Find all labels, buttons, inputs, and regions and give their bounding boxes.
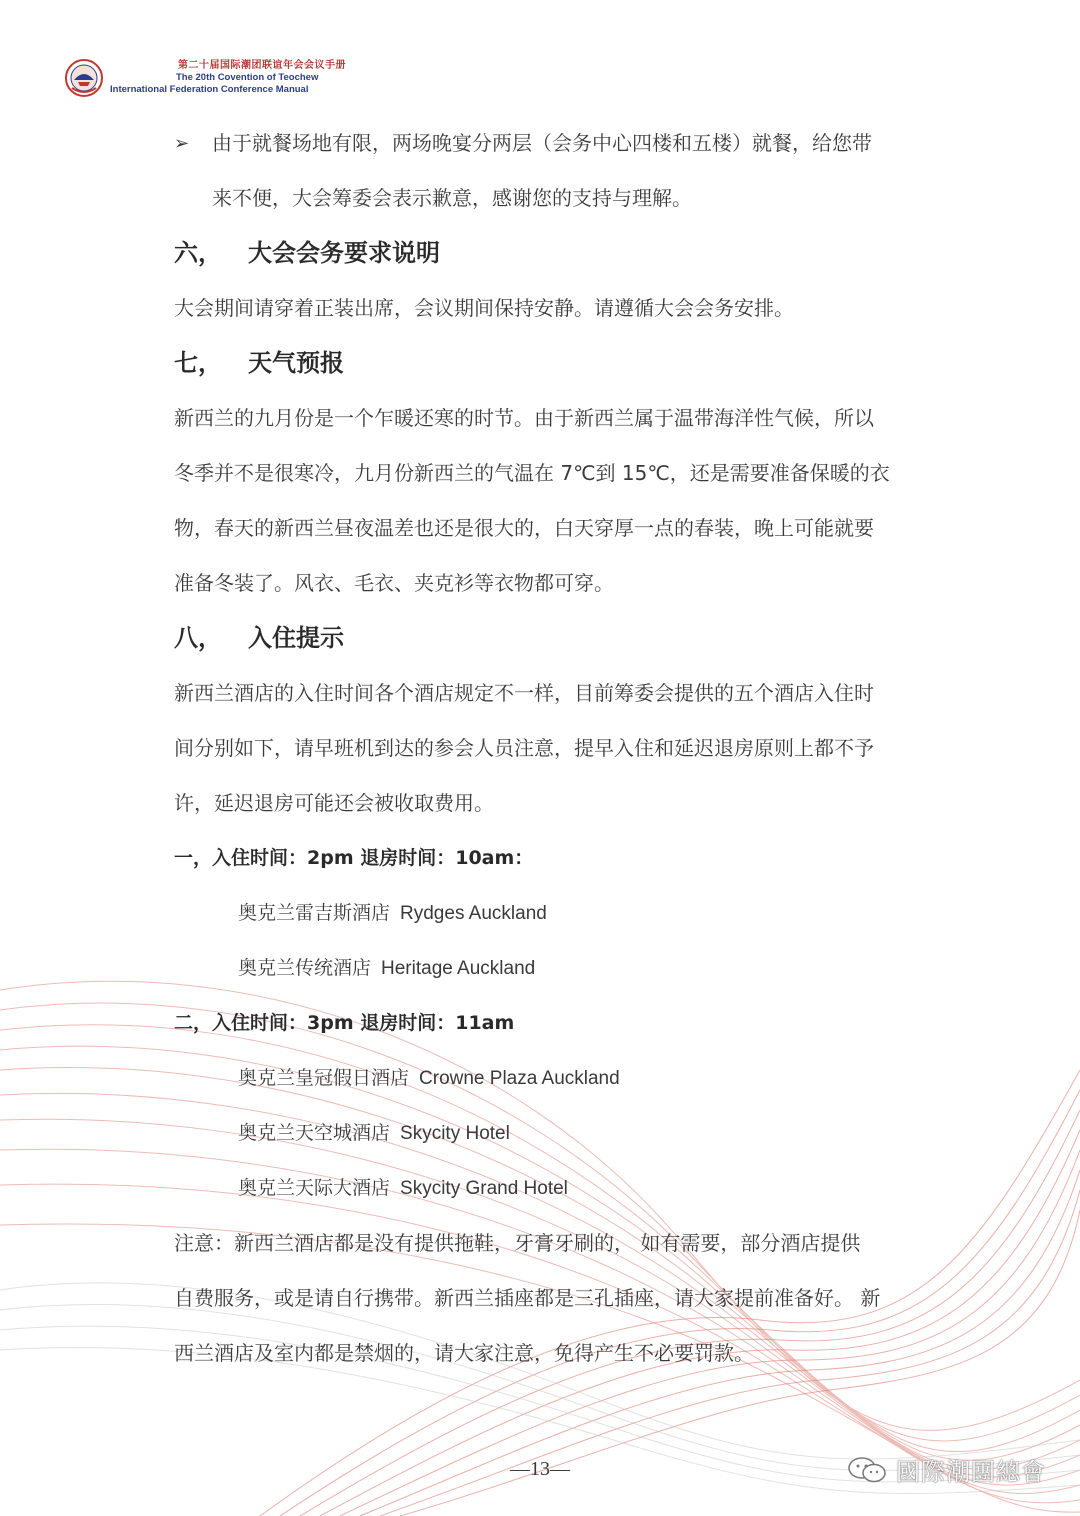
bullet-text-line-2: 来不便，大会筹委会表示歉意，感谢您的支持与理解。	[212, 186, 692, 210]
hotel-item	[174, 941, 914, 996]
arrow-bullet-icon: ➢	[174, 133, 190, 154]
paragraph-line: 准备冬装了。风衣、毛衣、夹克衫等衣物都可穿。	[174, 571, 614, 595]
hotel-name-en: Heritage Auckland	[381, 958, 536, 979]
main-content	[174, 116, 914, 1381]
paragraph-line: 新西兰酒店的入住时间各个酒店规定不一样，目前筹委会提供的五个酒店入住时	[174, 681, 874, 705]
hotel-item	[174, 1051, 914, 1106]
hotel-name-cn: 奥克兰皇冠假日酒店	[238, 1067, 410, 1089]
hotel-name-en: Crowne Plaza Auckland	[419, 1068, 620, 1089]
wechat-watermark	[846, 1452, 1046, 1487]
section-number: 七，	[174, 349, 222, 377]
section-heading-8	[174, 611, 914, 666]
watermark-text: 國際潮團總會	[896, 1458, 1046, 1486]
section-title: 天气预报	[248, 349, 344, 377]
section-heading-6	[174, 226, 914, 281]
hotel-name-cn: 奥克兰天际大酒店	[238, 1177, 391, 1199]
section-title: 大会会务要求说明	[248, 239, 440, 267]
hotel-item	[174, 1161, 914, 1216]
header-titles	[110, 60, 346, 96]
section-title: 入住提示	[248, 624, 344, 652]
note-line: 注意：新西兰酒店都是没有提供拖鞋，牙膏牙刷的， 如有需要，部分酒店提供	[174, 1231, 861, 1255]
conference-logo-icon	[64, 58, 104, 98]
bullet-item	[174, 116, 914, 171]
page-number: —13—	[510, 1458, 570, 1480]
section-number: 六，	[174, 239, 222, 267]
hotel-name-cn: 奥克兰传统酒店	[238, 957, 372, 979]
header-title-en-2: International Federation Conference Manual	[110, 84, 309, 95]
paragraph-line: 许，延迟退房可能还会被收取费用。	[174, 791, 494, 815]
header-title-en-1: The 20th Covention of Teochew	[176, 72, 319, 83]
checkin-group-2-title: 二，入住时间：3pm 退房时间：11am	[174, 1012, 515, 1034]
paragraph-line: 新西兰的九月份是一个乍暖还寒的时节。由于新西兰属于温带海洋性气候，所以	[174, 406, 874, 430]
bullet-text-line-1: 由于就餐场地有限，两场晚宴分两层（会务中心四楼和五楼）就餐，给您带	[212, 131, 872, 155]
hotel-item	[174, 1106, 914, 1161]
paragraph-line: 冬季并不是很寒冷，九月份新西兰的气温在 7℃到 15℃，还是需要准备保暖的衣	[174, 461, 890, 485]
hotel-name-en: Rydges Auckland	[400, 903, 547, 924]
wechat-icon	[846, 1455, 890, 1485]
paragraph-line: 间分别如下，请早班机到达的参会人员注意，提早入住和延迟退房原则上都不予	[174, 736, 874, 760]
header-title-cn: 第二十届国际潮团联谊年会会议手册	[178, 60, 346, 71]
document-header	[64, 52, 346, 104]
hotel-name-en: Skycity Hotel	[400, 1123, 510, 1144]
hotel-name-cn: 奥克兰天空城酒店	[238, 1122, 391, 1144]
section-number: 八，	[174, 624, 222, 652]
section-6-text: 大会期间请穿着正装出席，会议期间保持安静。请遵循大会会务安排。	[174, 296, 794, 320]
hotel-name-cn: 奥克兰雷吉斯酒店	[238, 902, 391, 924]
paragraph-line: 物，春天的新西兰昼夜温差也还是很大的，白天穿厚一点的春装，晚上可能就要	[174, 516, 874, 540]
hotel-name-en: Skycity Grand Hotel	[400, 1178, 568, 1199]
checkin-group-1-title: 一，入住时间：2pm 退房时间：10am：	[174, 847, 534, 869]
note-line: 西兰酒店及室内都是禁烟的，请大家注意，免得产生不必要罚款。	[174, 1341, 754, 1365]
section-heading-7	[174, 336, 914, 391]
hotel-item	[174, 886, 914, 941]
note-line: 自费服务，或是请自行携带。新西兰插座都是三孔插座，请大家提前准备好。 新	[174, 1286, 881, 1310]
